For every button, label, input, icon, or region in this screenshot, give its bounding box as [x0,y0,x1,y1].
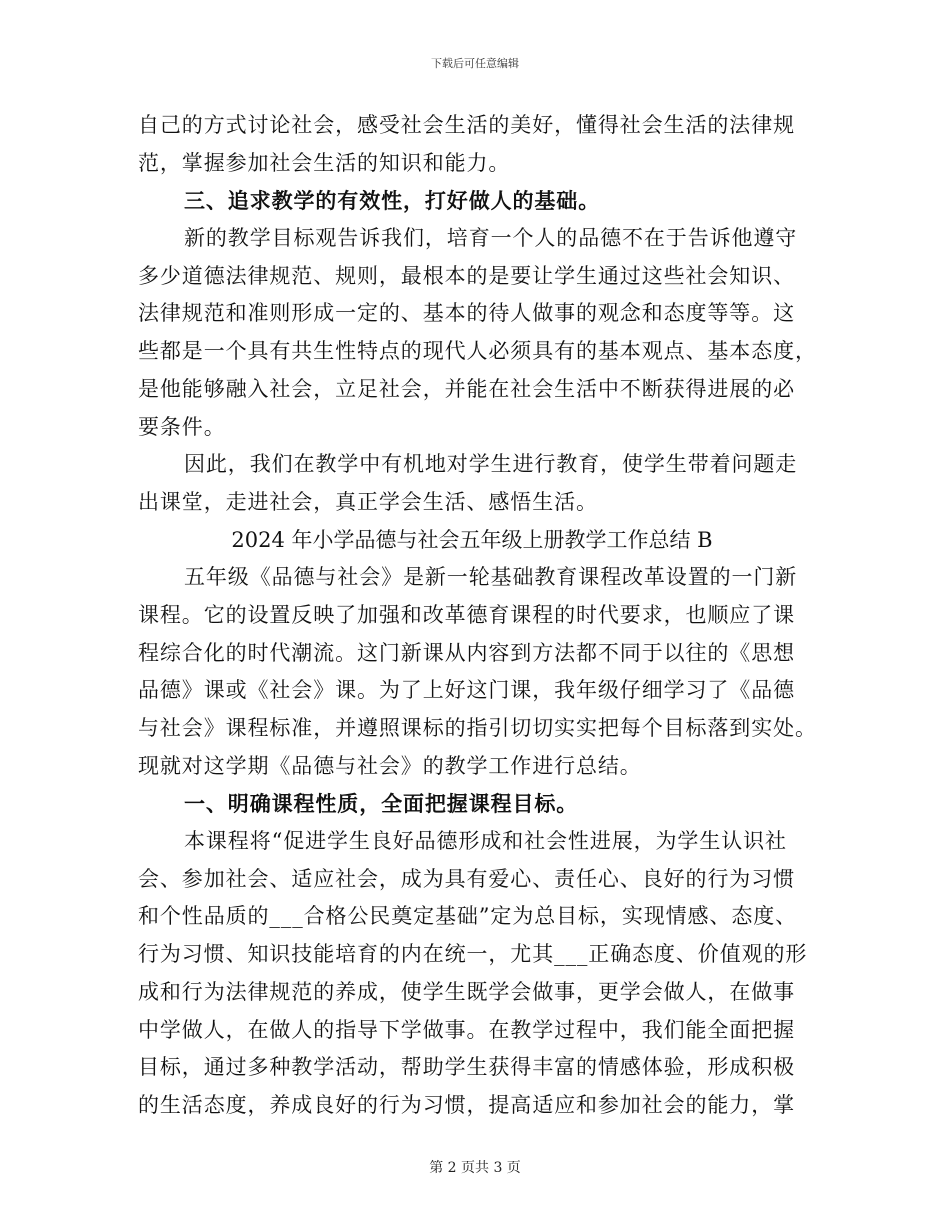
text-line: 成和行为法律规范的养成，使学生既学会做事，更学会做人，在做事 [138,979,795,1004]
text-line: 多少道德法律规范、规则，最根本的是要让学生通过这些社会知识、 [138,263,795,288]
text-line: 范，掌握参加社会生活的知识和能力。 [138,150,511,175]
text-line: 的生活态度，养成良好的行为习惯，提高适应和参加社会的能力，掌 [138,1092,795,1117]
text-line: 法律规范和准则形成一定的、基本的待人做事的观念和态度等等。这 [138,301,795,326]
text-line: 新的教学目标观告诉我们，培育一个人的品德不在于告诉他遵守 [184,226,798,251]
text-line: 目标，通过多种教学活动，帮助学生获得丰富的情感体验，形成积极 [138,1055,795,1080]
text-line: 出课堂，走进社会，真正学会生活、感悟生活。 [138,489,598,514]
text-line: 品德》课或《社会》课。为了上好这门课，我年级仔细学习了《品德 [138,678,795,703]
text-line: 与社会》课程标准，并遵照课标的指引切切实实把每个目标落到实处。 [138,716,817,740]
text-line: 些都是一个具有共生性特点的现代人必须具有的基本观点、基本态度， [138,339,817,364]
text-line: 和个性品质的___合格公民奠定基础”定为总目标，实现情感、态度、 [138,904,798,929]
text-line: 行为习惯、知识技能培育的内在统一，尤其___正确态度、价值观的形 [138,942,808,967]
document-body [138,107,817,1125]
text-line: 自己的方式讨论社会，感受社会生活的美好，懂得社会生活的法律规 [138,113,795,137]
section-heading: 三、追求教学的有效性，打好做人的基础。 [184,188,601,214]
text-line: 程综合化的时代潮流。这门新课从内容到方法都不同于以往的《思想 [138,640,795,665]
text-line: 要条件。 [138,414,226,439]
section-title: 2024 年小学品德与社会五年级上册教学工作总结 B [231,527,713,552]
text-line: 中学做人，在做人的指导下学做事。在教学过程中，我们能全面把握 [138,1017,795,1042]
page-header: 下载后可任意编辑 [431,57,519,70]
text-line: 课程。它的设置反映了加强和改革德育课程的时代要求，也顺应了课 [138,602,795,627]
text-line: 现就对这学期《品德与社会》的教学工作进行总结。 [138,753,642,778]
text-line: 是他能够融入社会，立足社会，并能在社会生活中不断获得进展的必 [138,376,795,401]
text-line: 本课程将“促进学生良好品德形成和社会性进展，为学生认识社 [184,829,787,854]
text-line: 因此，我们在教学中有机地对学生进行教育，使学生带着问题走 [184,452,798,477]
text-line: 五年级《品德与社会》是新一轮基础教育课程改革设置的一门新 [184,565,798,590]
section-heading: 一、明确课程性质，全面把握课程目标。 [184,791,579,817]
text-line: 会、参加社会、适应社会，成为具有爱心、责任心、良好的行为习惯 [138,866,795,891]
page-footer: 第 2 页共 3 页 [429,1160,521,1176]
